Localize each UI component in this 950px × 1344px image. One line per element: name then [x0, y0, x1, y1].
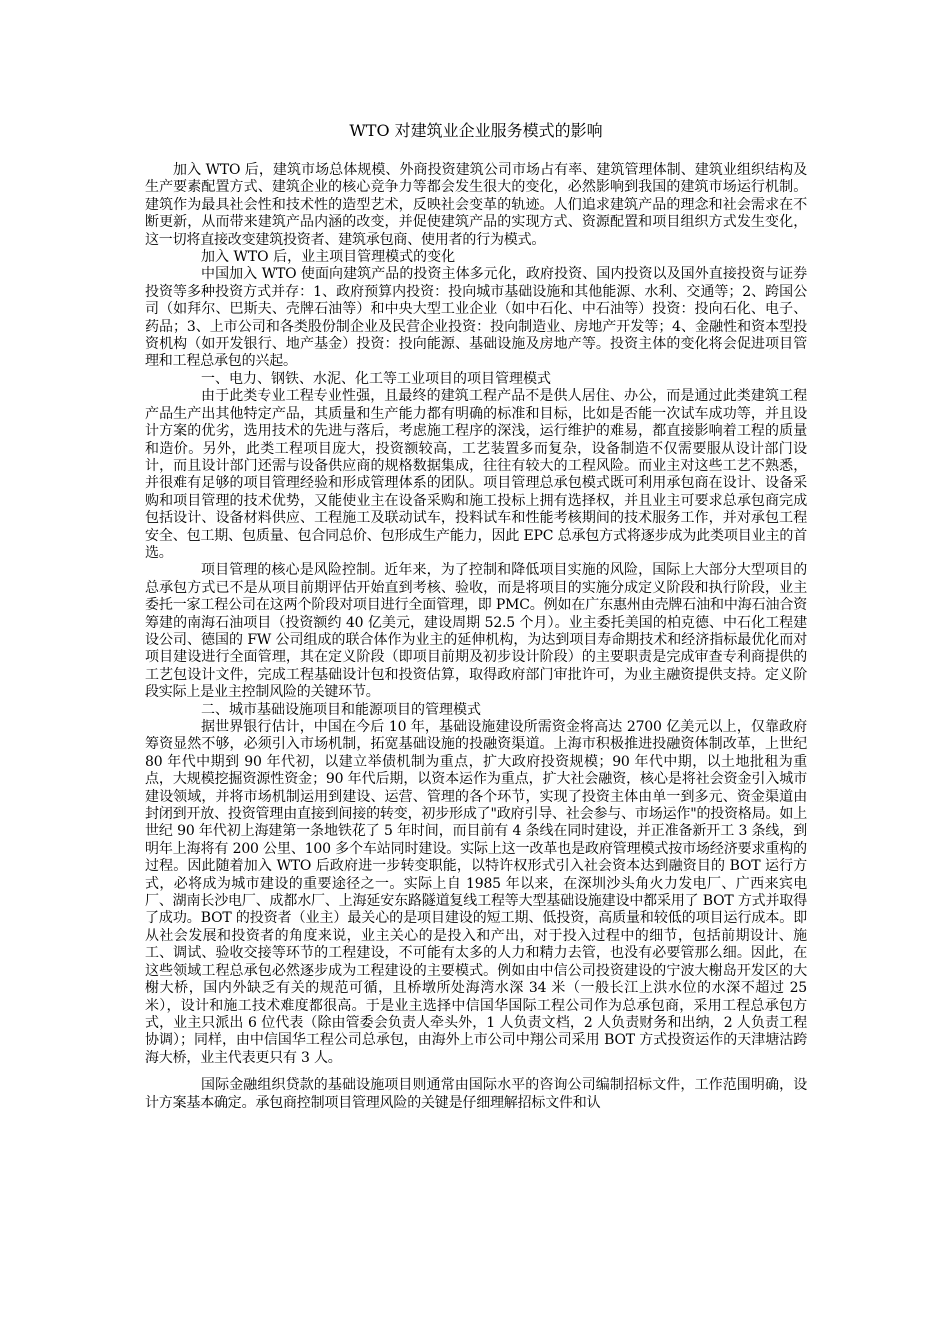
industrial-paragraph-2: 项目管理的核心是风险控制。近年来，为了控制和降低项目实施的风险，国际上大部分大型项目的总承包方式已不是从项目前期评估开始直到考核、验收，而是将项目的实施分成定义阶段和执行阶段，业主委托一家工程公司在这两个阶段对项目进行全面管理，即 PMC。例如在广东惠州由壳牌石油和中海石油合资筹建的南海石油项目（投资额约 40 亿美元，建设周期 52.5 个月）。业主委托美国的柏克德、中石化工程建设公司、德国的 FW 公司组成的联合体作为业主的延伸机构，为达到项目寿命期技术和经济指标最优化而对项目建设进行全面管理，其在定义阶段（即项目前期及初步设计阶段）的主要职责是完成审查专利商提供的工艺包设计文件，完成工程基础设计包和投资估算，取得政府部门审批许可，为业主融资提供支持。定义阶段实际上是业主控制风险的关键环节。: [145, 562, 807, 701]
section-heading-infrastructure: 二、城市基础设施项目和能源项目的管理模式: [201, 701, 481, 718]
infrastructure-paragraph-1: 据世界银行估计，中国在今后 10 年，基础设施建设所需资金将高达 2700 亿美元以上，仅靠政府筹资显然不够，必须引入市场机制，拓宽基础设施的投融资渠道。上海市积极推进投融资体制改革，上世纪 80 年代中期到 90 年代初，以建立举债机制为重点，扩大政府投资规模；90 年代中期，以土地批租为重点，大规模挖掘资源性资金；90 年代后期，以资本运作为重点，扩大社会融资，核心是将社会资金引入城市建设领域，并将市场机制运用到建设、运营、管理的各个环节，实现了投资主体由单一到多元、资金渠道由封闭到开放、投资管理由直接到间接的转变，初步形成了"政府引导、社会参与、市场运作"的投资格局。如上世纪 90 年代初上海建第一条地铁花了 5 年时间，而目前有 4 条线在同时建设，并正准备新开工 3 条线，到明年上海将有 200 公里、100 多个车站同时建设。实际上这一改革也是政府管理模式按市场经济要求重构的过程。因此随着加入 WTO 后政府进一步转变职能，以特许权形式引入社会资本达到融资目的 BOT 运行方式，必将成为城市建设的重要途径之一。实际上自 1985 年以来，在深圳沙头角火力发电厂、广西来宾电厂、湖南长沙电厂、成都水厂、上海延安东路隧道复线工程等大型基础设施建设中都采用了 BOT 方式并取得了成功。BOT 的投资者（业主）最关心的是项目建设的短工期、低投资，高质量和较低的项目运行成本。即从社会发展和投资者的角度来说，业主关心的是投入和产出，对于投入过程中的细节，包括前期设计、施工、调试、验收交接等环节的工程建设，不可能有太多的人力和精力去管，也没有必要管那么细。因此，在这些领域工程总承包必然逐步成为工程建设的主要模式。例如由中信公司投资建设的宁波大榭岛开发区的大榭大桥，国内外缺乏有关的规范可循，且桥墩所处海湾水深 34 米（一般长江上洪水位的水深不超过 25 米），设计和施工技术难度都很高。于是业主选择中信国华国际工程公司作为总承包商，采用工程总承包方式，业主只派出 6 位代表（除由管委会负责人牵头外，1 人负责文档，2 人负责财务和出纳，2 人负责工程协调）；同样，由中信国华工程公司总承包，由海外上市公司中翔公司采用 BOT 方式投资运作的天津塘沽跨海大桥，业主代表更只有 3 人。: [145, 719, 807, 1066]
infrastructure-paragraph-2: 国际金融组织贷款的基础设施项目则通常由国际水平的咨询公司编制招标文件，工作范围明确，设计方案基本确定。承包商控制项目管理风险的关键是仔细理解招标文件和认: [145, 1077, 807, 1111]
investment-paragraph: 中国加入 WTO 使面向建筑产品的投资主体多元化，政府投资、国内投资以及国外直接投资与证券投资等多种投资方式并存：1、政府预算内投资：投向城市基础设施和其他能源、水利、交通等；2、跨国公司（如拜尔、巴斯夫、壳牌石油等）和中央大型工业企业（如中石化、中石油等）投资：投向石化、电子、药品；3、上市公司和各类股份制企业及民营企业投资：投向制造业、房地产开发等；4、金融性和资本型投资机构（如开发银行、地产基金）投资：投向能源、基础设施及房地产等。投资主体的变化将会促进项目管理和工程总承包的兴起。: [145, 266, 807, 370]
paragraph-gap: [145, 1067, 807, 1077]
section-heading-industrial: 一、电力、钢铁、水泥、化工等工业项目的项目管理模式: [201, 370, 551, 387]
intro-paragraph: 加入 WTO 后，建筑市场总体规模、外商投资建筑公司市场占有率、建筑管理体制、建筑业组织结构及生产要素配置方式、建筑企业的核心竞争力等都会发生很大的变化，必然影响到我国的建筑市场运行机制。建筑作为最具社会性和技术性的造型艺术，反映社会变革的轨迹。人们追求建筑产品的理念和社会需求在不断更新，从而带来建筑产品内涵的改变，并促使建筑产品的实现方式、资源配置和项目组织方式发生变化，这一切将直接改变建筑投资者、建筑承包商、使用者的行为模式。: [145, 162, 807, 248]
document-title: WTO 对建筑业企业服务模式的影响: [349, 121, 603, 140]
section-heading-main: 加入 WTO 后，业主项目管理模式的变化: [201, 249, 456, 266]
industrial-paragraph-1: 由于此类专业工程专业性强，且最终的建筑工程产品不是供人居住、办公，而是通过此类建筑工程产品生产出其他特定产品，其质量和生产能力都有明确的标准和目标，比如是否能一次试车成功等，并且设计方案的优劣，选用技术的先进与落后，考虑施工程序的深浅，运行维护的难易，都直接影响着工程的质量和造价。另外，此类工程项目庞大，投资额较高，工艺装置多而复杂，设备制造不仅需要服从设计部门设计，而且设计部门还需与设备供应商的规格数据集成，往往有较大的工程风险。而业主对这些工艺不熟悉，并很难有足够的项目管理经验和形成管理体系的团队。项目管理总承包模式既可利用承包商在设计、设备采购和项目管理的技术优势，又能使业主在设备采购和施工投标上拥有选择权，并且业主可要求总承包商完成包括设计、设备材料供应、工程施工及联动试车，投料试车和性能考核期间的技术服务工作，并对承包工程安全、包工期、包质量、包合同总价、包形成生产能力，因此 EPC 总承包方式将逐步成为此类项目业主的首选。: [145, 388, 807, 561]
document-page: [145, 118, 807, 1112]
